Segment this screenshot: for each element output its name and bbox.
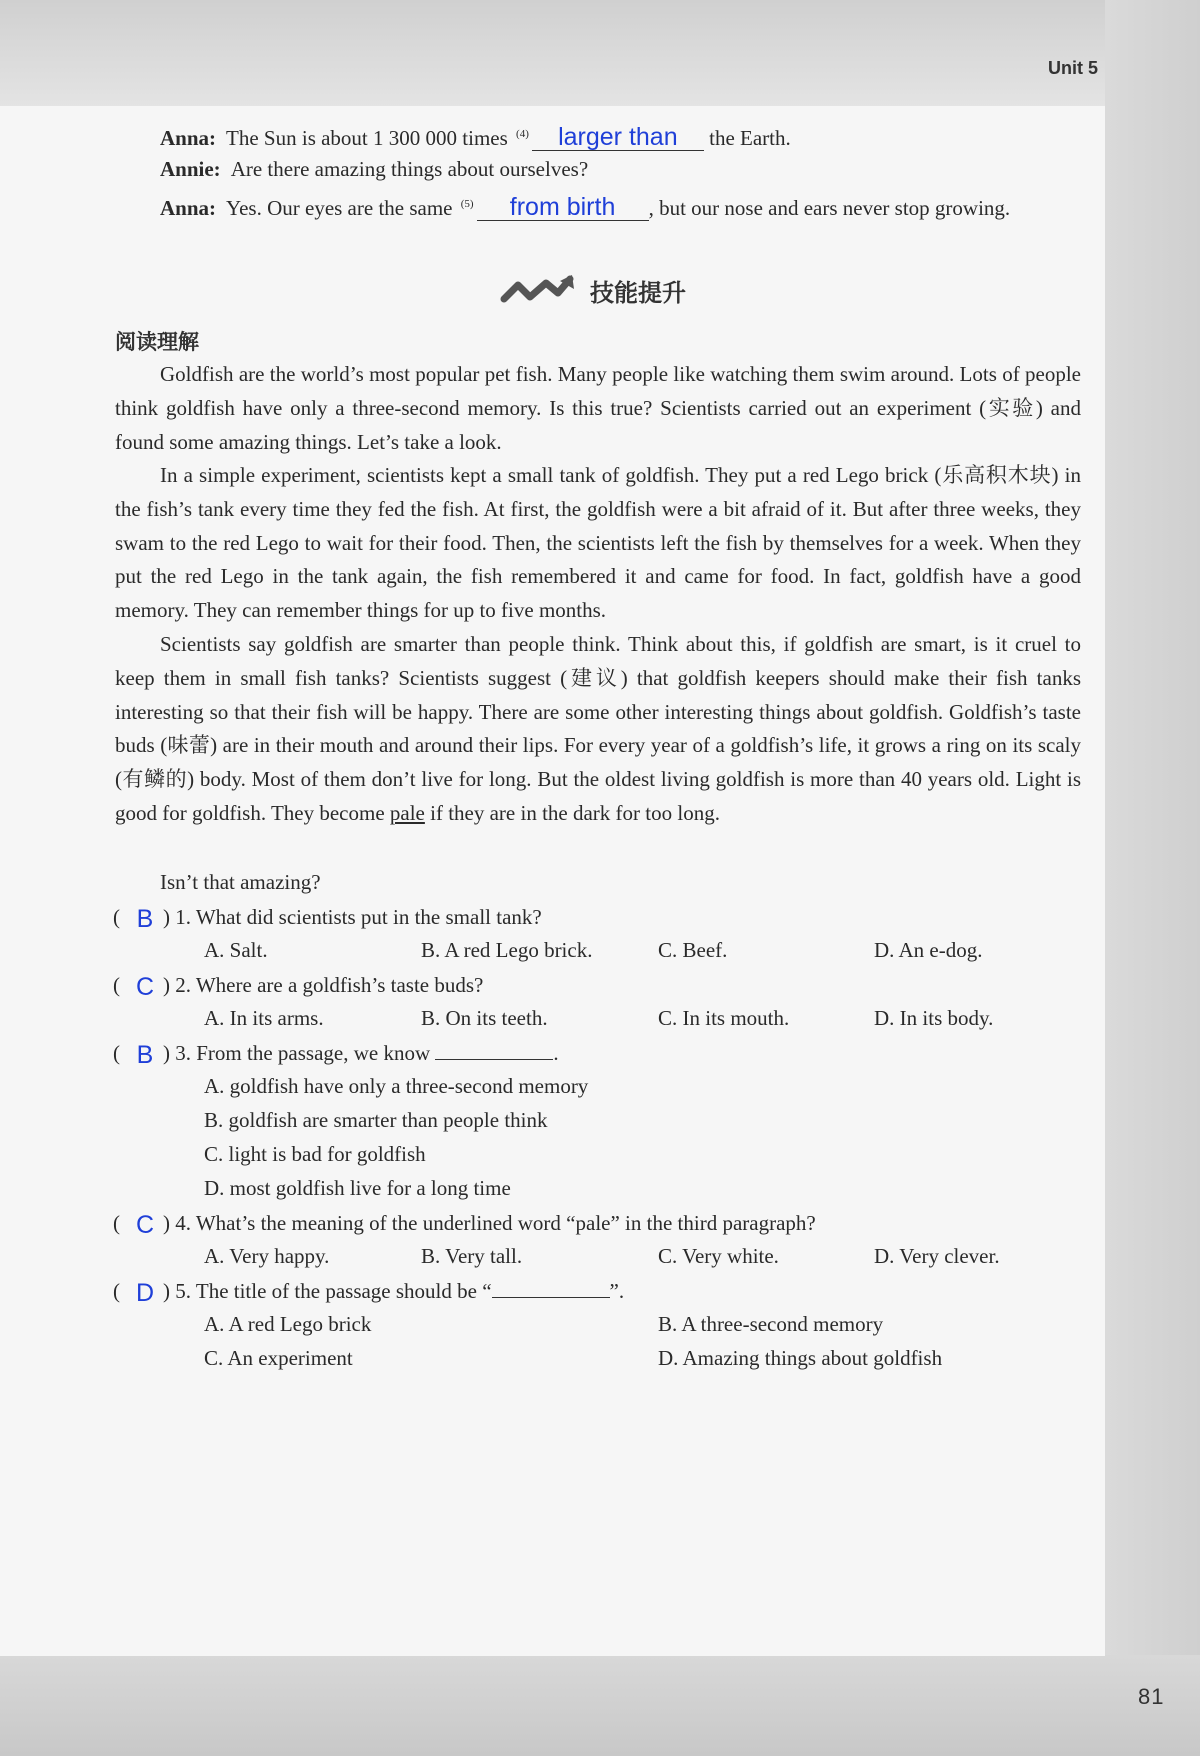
page-bottom-edge [0,1655,1200,1756]
question-4: ( C ) 4. What’s the meaning of the underlined word “pale” in the third paragraph? [113,1211,816,1239]
dialogue-line-2 [160,155,588,183]
trend-arrow-icon [500,273,576,307]
answer-letter: C [135,973,155,1001]
option-c: C. An experiment [204,1346,353,1370]
option-a: A. A red Lego brick [204,1312,372,1336]
answer-letter: C [135,1211,155,1239]
page-number: 81 [1138,1684,1165,1709]
page-top-edge [0,0,1200,108]
speaker-label: Anna: [160,126,217,150]
dialogue-line-3 [160,190,1010,222]
dialogue-text: Yes. Our eyes are the same [226,196,453,220]
blank-number: (4) [516,128,529,140]
option-c: C. In its mouth. [658,1006,790,1030]
question-stem: ) 1. What did scientists put in the small tank? [163,905,542,929]
question-2: ( C ) 2. Where are a goldfish’s taste buds? [113,973,484,1001]
option-b: B. Very tall. [421,1244,523,1268]
handwritten-answer: larger than [558,123,678,151]
dialogue-text: Are there amazing things about ourselves? [230,157,589,181]
option-c: C. light is bad for goldfish [204,1142,426,1166]
paragraph-text: if they are in the dark for too long. [424,800,720,825]
blank-number: (5) [460,198,474,210]
option-b: B. A red Lego brick. [421,938,593,962]
unit-label: Unit 5 [1048,58,1099,78]
underlined-word: pale [389,800,425,825]
handwritten-answer: from birth [509,193,616,221]
answer-letter: B [136,1041,154,1069]
question-3: ( B ) 3. From the passage, we know . [113,1041,559,1069]
answer-letter: D [135,1279,155,1307]
option-d: D. most goldfish live for a long time [204,1176,511,1200]
option-c: C. Very white. [658,1244,779,1268]
question-stem: ) 4. What’s the meaning of the underlined word “pale” in the third paragraph? [163,1211,816,1235]
question-stem: ) 2. Where are a goldfish’s taste buds? [163,973,484,997]
question-stem: ) 5. The title of the passage should be “ [163,1279,492,1303]
reading-subheading: 阅读理解 [115,330,199,354]
option-a: A. goldfish have only a three-second memory [204,1074,589,1098]
fill-blank [492,1279,610,1298]
question-5: ( D ) 5. The title of the passage should be “ ”. [113,1279,625,1307]
section-title: 技能提升 [590,278,686,307]
option-d: D. An e-dog. [874,938,983,962]
answer-blank-5 [477,195,649,221]
question-stem-end: ”. [609,1279,625,1303]
paragraph-text: Scientists say goldfish are smarter than people think. Think about this, if goldfish are smart, is it cruel to keep them in small fish tanks? Scientists suggest (建议) that goldfish keepers should make their fish tanks interesting so that their fish will be happy. There are some other interesting things about goldfish. Goldfish’s taste buds (味蕾) are in their mouth and around their lips. For every year of a goldfish’s life, it grows a ring on its scaly (有鳞的) body. Most of them don’t live for long. But the oldest living goldfish is more than 40 years old. Light is good for goldfish. They become [115,632,1081,825]
option-a: A. Salt. [204,938,268,962]
answer-letter: B [136,905,154,933]
speaker-label: Anna: [160,196,217,220]
question-stem: ) 3. From the passage, we know [163,1041,431,1065]
option-b: B. A three-second memory [658,1312,884,1336]
dialogue-line-1 [160,120,791,152]
dialogue-text: the Earth. [709,126,791,150]
speaker-label: Annie: [160,157,221,181]
question-1: ( B ) 1. What did scientists put in the small tank? [113,905,542,933]
dialogue-text: , but our nose and ears never stop growing. [648,196,1011,220]
fill-blank [435,1041,553,1060]
section-header [500,270,686,310]
passage-paragraph-3 [115,628,1081,831]
option-b: B. goldfish are smarter than people think [204,1108,548,1132]
option-c: C. Beef. [658,938,728,962]
option-a: A. In its arms. [204,1006,324,1030]
passage-paragraph-2: In a simple experiment, scientists kept a small tank of goldfish. They put a red Lego brick (乐高积木块) in the fish’s tank every time they fed the fish. At first, the goldfish were a bit afraid of it. But after three weeks, they swam to the red Lego to wait for their food. Then, the scientists left the fish by themselves for a week. When they put the red Lego in the tank again, the fish remembered it and came for food. In fact, goldfish have a good memory. They can remember things for up to five months. [115,463,1081,622]
option-d: D. In its body. [874,1006,994,1030]
option-a: A. Very happy. [204,1244,330,1268]
passage-paragraph-1: Goldfish are the world’s most popular pet fish. Many people like watching them swim around. Lots of people think goldfish have only a three-second memory. Is this true? Scientists carried out an experiment (实验) and found some amazing things. Let’s take a look. [115,362,1081,454]
answer-blank-4 [532,125,704,151]
passage-paragraph-4: Isn’t that amazing? [160,870,321,894]
dialogue-text: The Sun is about 1 300 000 times [226,126,508,150]
page-right-edge [1105,0,1200,1756]
option-d: D. Very clever. [874,1244,1000,1268]
option-b: B. On its teeth. [421,1006,548,1030]
option-d: D. Amazing things about goldfish [658,1346,943,1370]
